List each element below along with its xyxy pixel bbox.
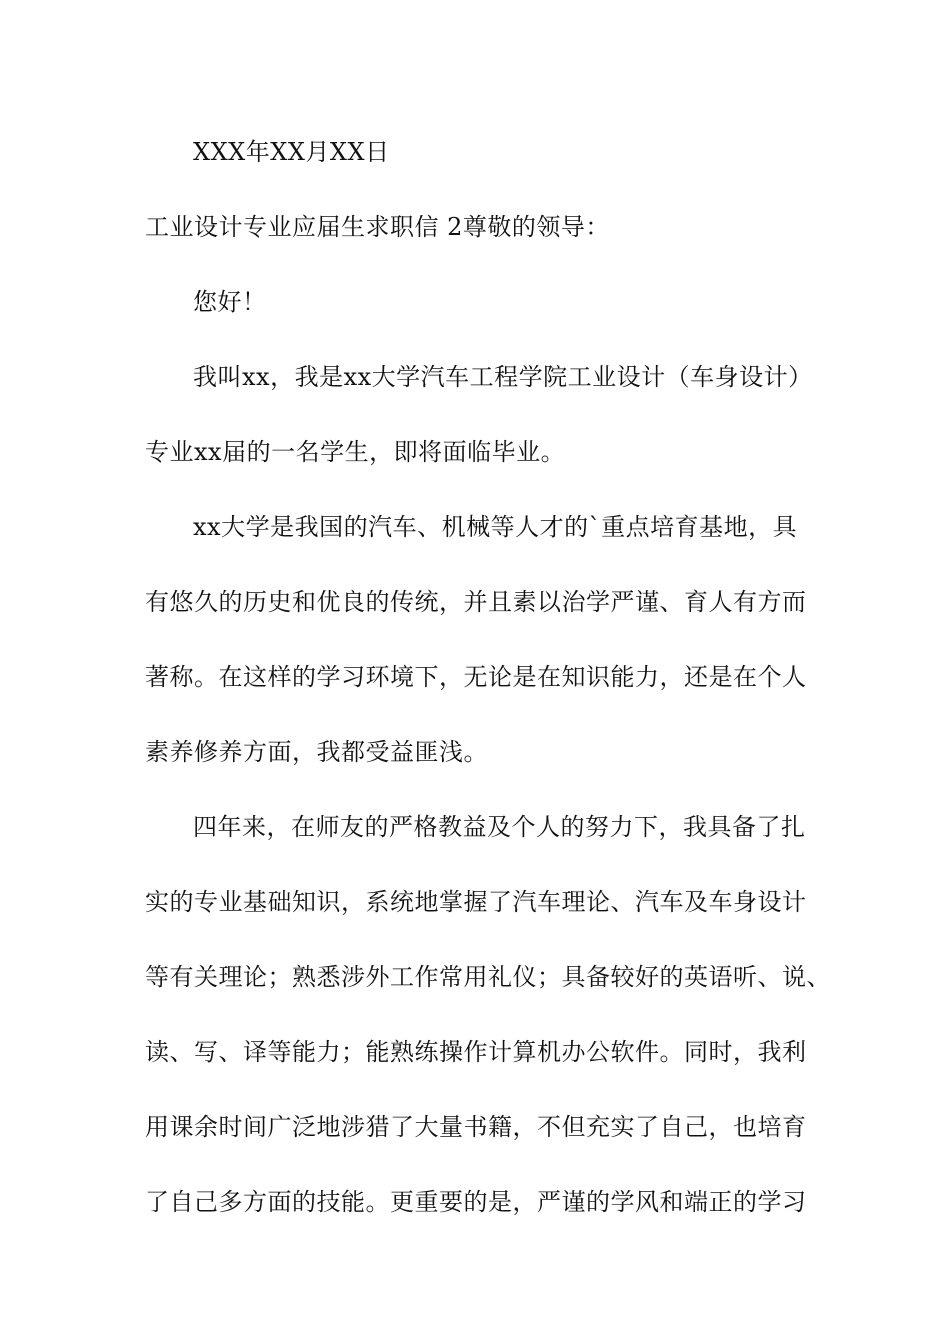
body-line: 专业xx届的一名学生，即将面临毕业。	[145, 438, 566, 466]
body-line: 四年来，在师友的严格教益及个人的努力下，我具备了扎	[193, 813, 806, 841]
body-line: 素养修养方面，我都受益匪浅。	[145, 738, 488, 766]
body-line: 有悠久的历史和优良的传统，并且素以治学严谨、育人有方而	[145, 588, 807, 616]
body-line: 了自己多方面的技能。更重要的是，严谨的学风和端正的学习	[145, 1188, 807, 1216]
date-line: XXX年XX月XX日	[193, 138, 390, 166]
body-line: 著称。在这样的学习环境下，无论是在知识能力，还是在个人	[145, 663, 807, 691]
body-line: 我叫xx，我是xx大学汽车工程学院工业设计（车身设计）	[193, 363, 813, 391]
letter-title-salutation: 工业设计专业应届生求职信 2尊敬的领导：	[145, 213, 610, 241]
body-line: 实的专业基础知识，系统地掌握了汽车理论、汽车及车身设计	[145, 888, 807, 916]
body-line: 用课余时间广泛地涉猎了大量书籍，不但充实了自己，也培育	[145, 1113, 807, 1141]
body-line: 等有关理论；熟悉涉外工作常用礼仪；具备较好的英语听、说、	[145, 963, 831, 991]
greeting: 您好！	[193, 288, 267, 316]
body-line: xx大学是我国的汽车、机械等人才的`重点培育基地，具	[193, 513, 798, 541]
body-line: 读、写、译等能力；能熟练操作计算机办公软件。同时，我利	[145, 1038, 807, 1066]
